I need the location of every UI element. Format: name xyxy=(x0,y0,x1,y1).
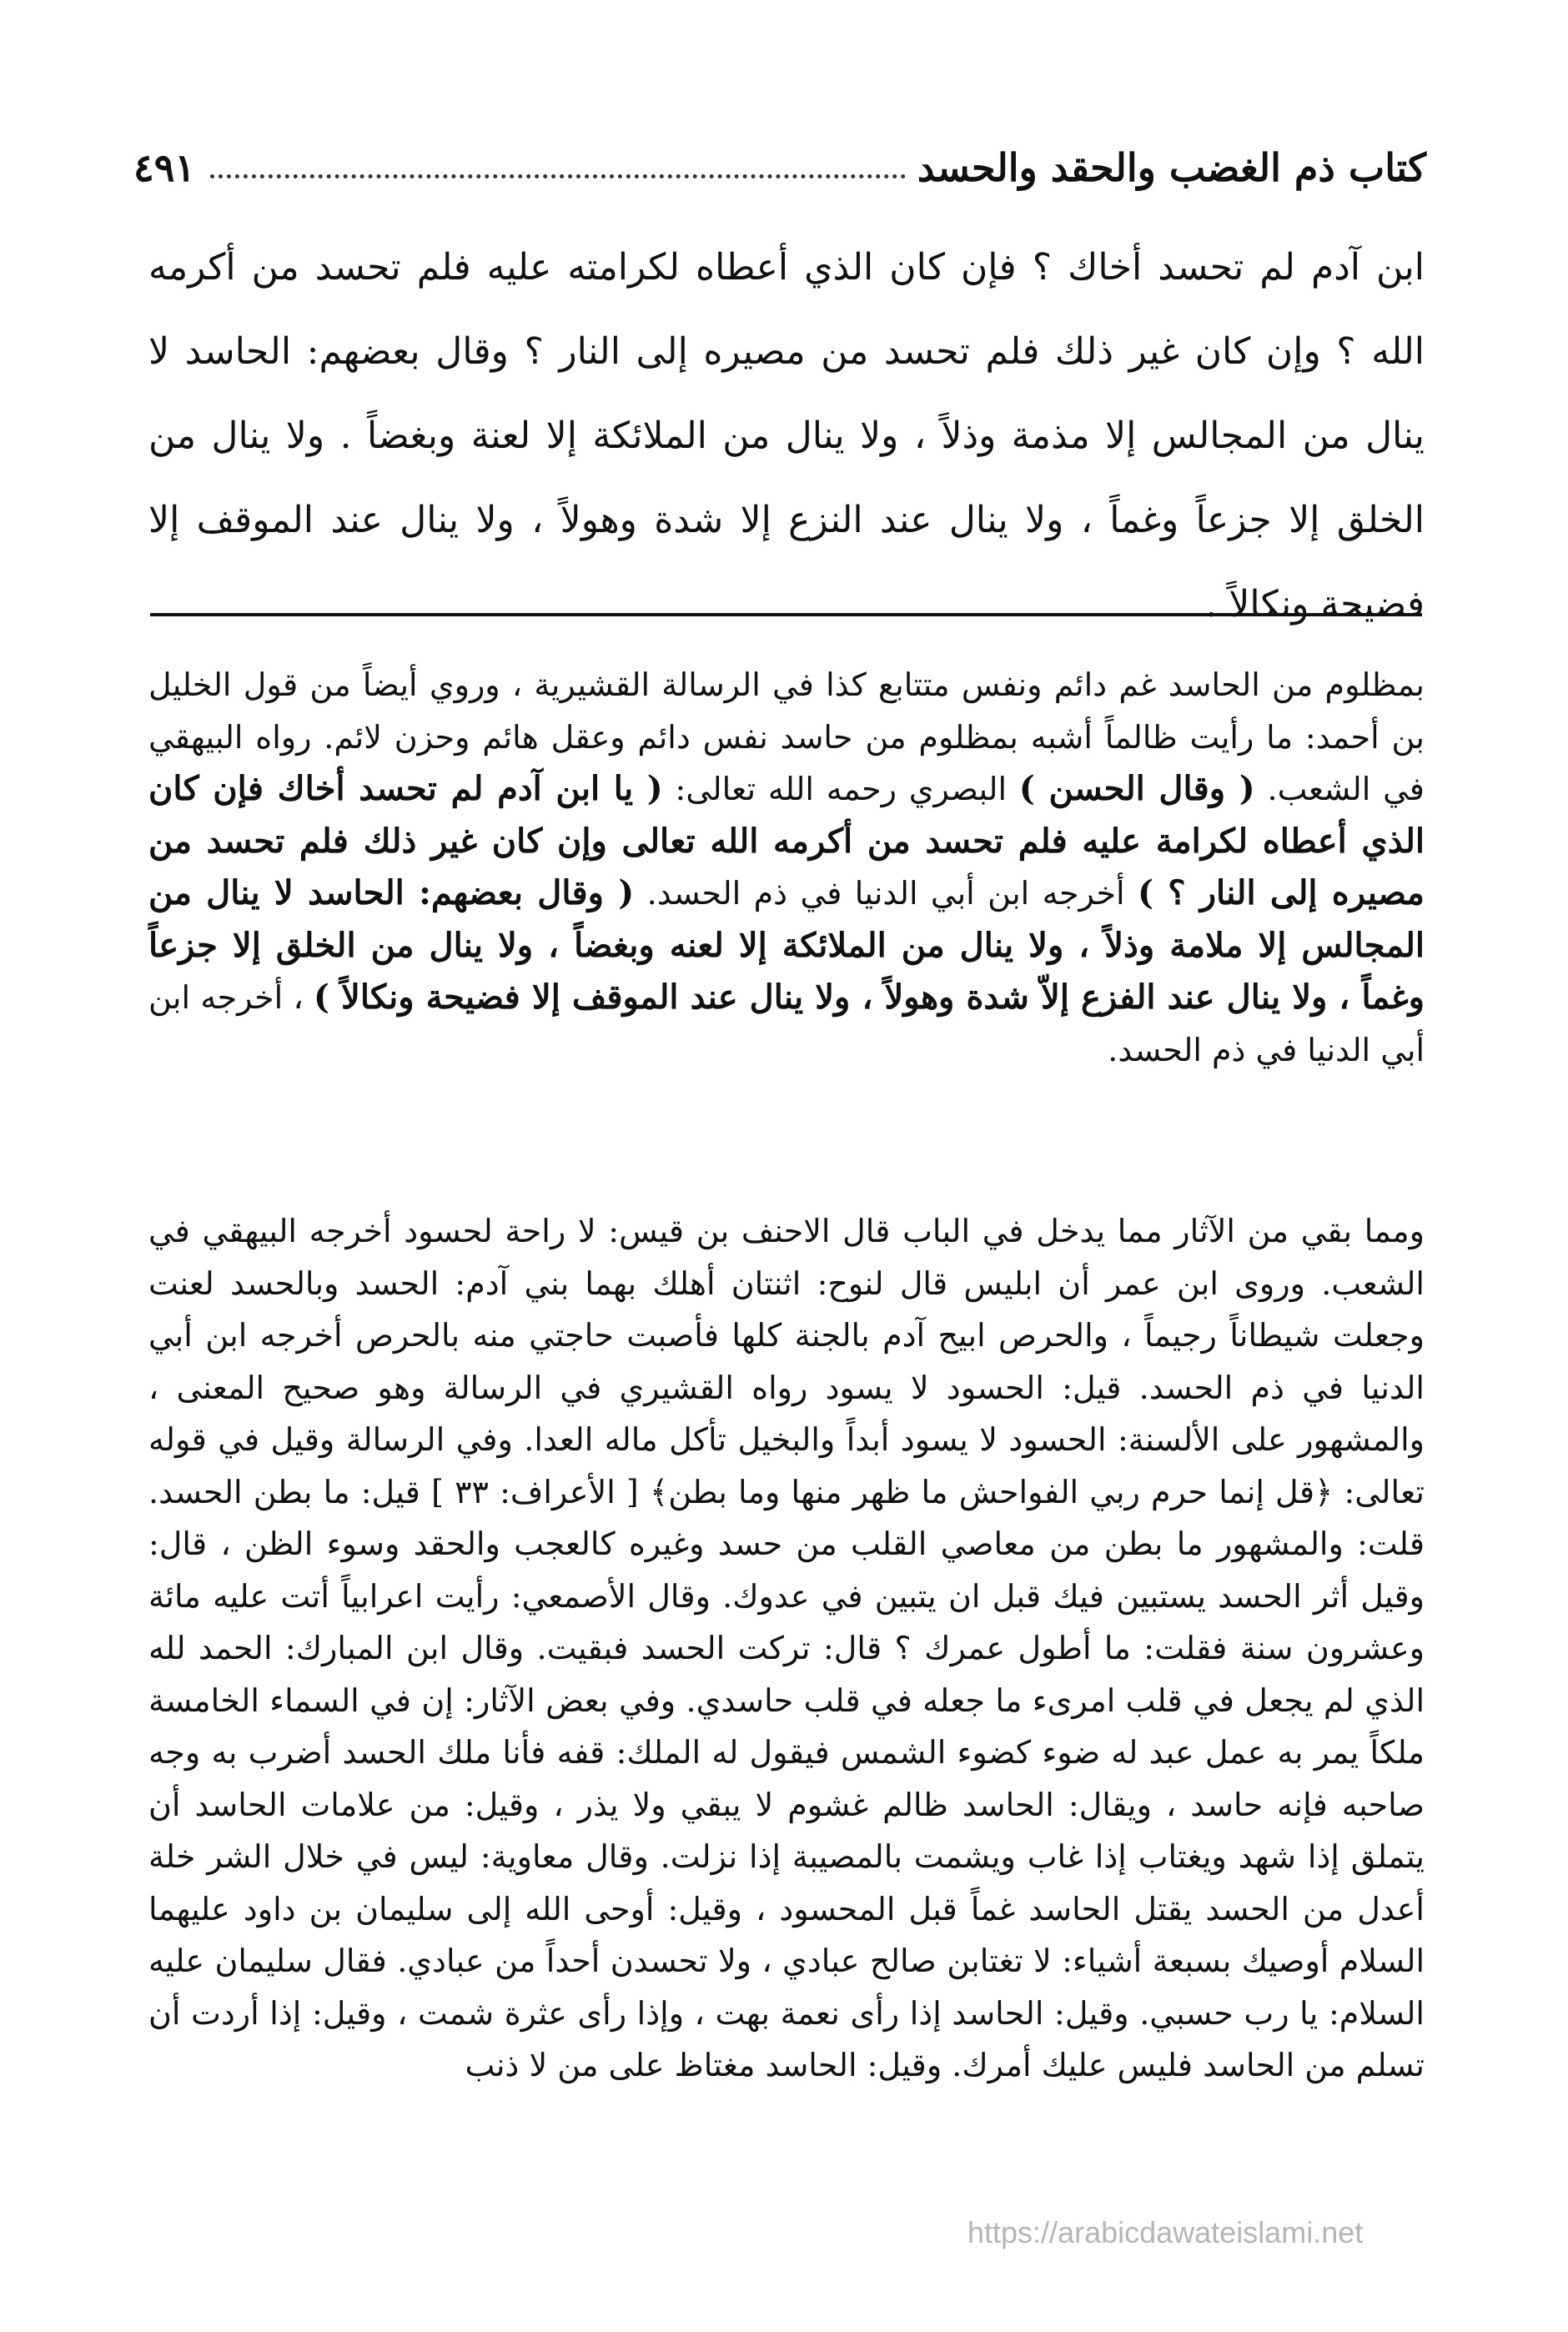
quran-verse: ﴿قل إنما حرم ربي الفواحش ما ظهر منها وما بطن﴾ xyxy=(649,1473,1334,1510)
main-text: ابن آدم لم تحسد أخاك ؟ فإن كان الذي أعطاه لكرامته عليه فلم تحسد من أكرمه الله ؟ وإن كان غير ذلك فلم تحسد من مصيره إلى النار ؟ وقال بعضهم: الحاسد لا ينال من المجالس إلا مذمة وذلاً ، ولا ينال من الملائكة إلا لعنة وبغضاً . ولا ينال من الخلق إلا جزعاً وغماً ، ولا ينال عند النزع إلا شدة وهولاً ، ولا ينال عند الموقف إلا فضيحة ونكالاً . xyxy=(148,246,1425,626)
commentary-bold-quote: ( وقال الحسن ) xyxy=(1018,769,1255,808)
page-number: ٤٩١ xyxy=(133,145,196,190)
appendix-text: قيل: ما بطن الحسد. قلت: والمشهور ما بطن من معاصي القلب من حسد وغيره كالعجب والحقد وسوء الظن ، قال: وقيل أثر الحسد يستبين فيك قبل ان يتبين في عدوك. وقال الأصمعي: رأيت اعرابياً أتت عليه مائة وعشرون سنة فقلت: ما أطول عمرك ؟ قال: تركت الحسد فبقيت. وقال ابن المبارك: الحمد لله الذي لم يجعل في قلب امرىء ما جعله في قلب حاسدي. وفي بعض الآثار: إن في السماء الخامسة ملكاً يمر به عمل عبد له ضوء كضوء الشمس فيقول له الملك: قفه فأنا ملك الحسد أضرب به وجه صاحبه فإنه حاسد ، ويقال: الحاسد ظالم غشوم لا يبقي ولا يذر ، وقيل: من علامات الحاسد أن يتملق إذا شهد ويغتاب إذا غاب ويشمت بالمصيبة إذا نزلت. وقال معاوية: ليس في خلال الشر خلة أعدل من الحسد يقتل الحاسد غماً قبل المحسود ، وقيل: أوحى الله إلى سليمان بن داود عليهما السلام أوصيك بسبعة أشياء: لا تغتابن صالح عبادي ، ولا تحسدن أحداً من عبادي. فقال سليمان عليه السلام: يا رب حسبي. وقيل: الحاسد إذا رأى نعمة بهت ، وإذا رأى عثرة شمت ، وقيل: إذا أردت أن تسلم من الحاسد فليس عليك أمرك. وقيل: الحاسد مغتاظ على من لا ذنب xyxy=(148,1473,1425,2083)
running-header-title: كتاب ذم الغضب والحقد والحسد xyxy=(917,145,1426,190)
appendix-text: ومما بقي من الآثار مما يدخل في الباب قال الاحنف بن قيس: لا راحة لحسود أخرجه البيهقي في الشعب. وروى ابن عمر أن ابليس قال لنوح: اثنتان أهلك بهما بني آدم: الحسد وبالحسد لعنت وجعلت شيطاناً رجيماً ، والحرص ابيح آدم بالجنة كلها فأصبت حاجتي منه بالحرص أخرجه ابن أبي الدنيا في ذم الحسد. قيل: الحسود لا يسود رواه القشيري في الرسالة وهو صحيح المعنى ، والمشهور على الألسنة: الحسود لا يسود أبداً والبخيل تأكل ماله العدا. وفي الرسالة وقيل في قوله تعالى: xyxy=(148,1213,1425,1510)
commentary-text: أخرجه ابن أبي الدنيا في ذم الحسد. xyxy=(646,875,1125,912)
commentary-text: ، أخرجه ابن أبي الدنيا في ذم الحسد. xyxy=(148,979,1425,1068)
watermark: https://arabicdawateislami.net xyxy=(967,2215,1364,2249)
leader-dots xyxy=(210,174,906,178)
verse-reference: [ الأعراف: ٣٣ ] xyxy=(431,1473,639,1510)
running-header xyxy=(133,123,1426,190)
commentary-bold-quote: ( وقال بعضهم: الحاسد لا ينال من المجالس إلا ملامة وذلاً ، ولا ينال من الملائكة إلا لعنه وبغضاً ، ولا ينال من الخلق إلا جزعاً وغماً ، ولا ينال عند الفزع إلاّ شدة وهولاً ، ولا ينال عند الموقف إلا فضيحة ونكالاً ) xyxy=(148,873,1425,1017)
appendix-block xyxy=(148,1205,1425,2092)
commentary-text: البصري رحمه الله تعالى: xyxy=(675,771,1008,807)
commentary-bold-quote: ( يا ابن آدم لم تحسد أخاك فإن كان الذي أعطاه لكرامة عليه فلم تحسد من أكرمه الله تعالى وإن كان غير ذلك فلم تحسد من مصيره إلى النار ؟ ) xyxy=(148,769,1425,912)
footnote-divider xyxy=(150,613,1422,616)
commentary-text: بمظلوم من الحاسد غم دائم ونفس متتابع كذا في الرسالة القشيرية ، وروي أيضاً من قول الخليل بن أحمد: ما رأيت ظالماً أشبه بمظلوم من حاسد نفس دائم وعقل هائم وحزن لائم. رواه البيهقي في الشعب. xyxy=(148,666,1425,807)
commentary-block xyxy=(148,659,1425,1076)
